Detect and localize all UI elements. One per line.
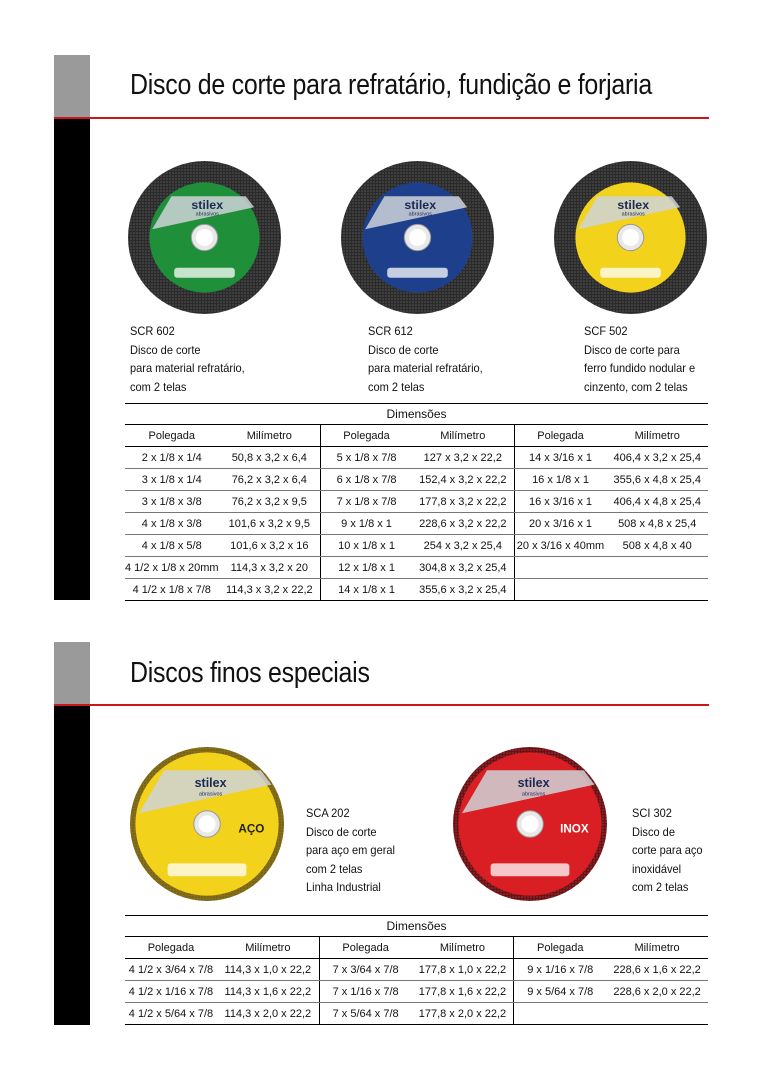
table-cell: 177,8 x 1,0 x 22,2 (412, 959, 514, 981)
table-row (125, 959, 708, 981)
product-desc-line: Disco de corte (130, 342, 201, 357)
column-header: Milímetro (606, 425, 708, 447)
table-cell: 4 1/2 x 1/8 x 20mm (125, 557, 219, 579)
table-cell: 7 x 1/16 x 7/8 (319, 981, 411, 1003)
table-cell: 228,6 x 2,0 x 22,2 (606, 981, 708, 1003)
disc-image-scf502 (553, 160, 708, 315)
column-header: Polegada (514, 425, 606, 447)
table-cell: 406,4 x 3,2 x 25,4 (606, 447, 708, 469)
disc-image-scr602 (127, 160, 282, 315)
column-header: Polegada (319, 937, 411, 959)
column-header: Polegada (125, 425, 219, 447)
disc-image-sci302 (452, 746, 608, 902)
table-cell: 76,2 x 3,2 x 6,4 (219, 469, 321, 491)
product-code: SCA 202 (306, 806, 350, 820)
svg-text:stilex: stilex (194, 775, 227, 790)
table-cell: 50,8 x 3,2 x 6,4 (219, 447, 321, 469)
section1-divider (54, 117, 709, 119)
svg-text:AÇO: AÇO (238, 822, 265, 836)
table-cell: 4 1/2 x 3/64 x 7/8 (125, 959, 217, 981)
svg-text:stilex: stilex (191, 197, 224, 212)
svg-text:abrasivos: abrasivos (408, 211, 432, 218)
table-cell (606, 1003, 708, 1025)
svg-text:abrasivos: abrasivos (621, 211, 645, 218)
product-desc-line: corte para aço (632, 843, 703, 857)
product-code: SCI 302 (632, 806, 672, 820)
dimensions-table-section1 (125, 403, 708, 601)
table-cell: 177,8 x 3,2 x 22,2 (412, 491, 514, 513)
table-row (125, 1003, 708, 1025)
table-cell: 254 x 3,2 x 25,4 (412, 535, 514, 557)
table-cell: 508 x 4,8 x 25,4 (606, 513, 708, 535)
table-cell: 76,2 x 3,2 x 9,5 (219, 491, 321, 513)
table-cell: 508 x 4,8 x 40 (606, 535, 708, 557)
section2-title: Discos finos especiais (130, 657, 370, 689)
product-desc-line: Disco de corte (306, 824, 377, 839)
table-row (125, 513, 708, 535)
table-cell: 406,4 x 4,8 x 25,4 (606, 491, 708, 513)
table-cell: 114,3 x 3,2 x 20 (219, 557, 321, 579)
section2-sidebar-gray (54, 642, 90, 705)
product-desc-line: com 2 telas (306, 861, 363, 876)
column-header: Milímetro (217, 937, 319, 959)
product-desc-line: para material refratário, (368, 361, 483, 375)
product-desc-line: cinzento, com 2 telas (584, 379, 688, 394)
column-header: Milímetro (412, 425, 514, 447)
product-desc-line: para material refratário, (130, 361, 245, 375)
product-desc-line: para aço em geral (306, 843, 395, 857)
table-cell: 20 x 3/16 x 40mm (514, 535, 606, 557)
table-cell: 355,6 x 4,8 x 25,4 (606, 469, 708, 491)
table-caption: Dimensões (125, 916, 708, 937)
table-cell: 12 x 1/8 x 1 (321, 557, 412, 579)
svg-text:stilex: stilex (617, 197, 650, 212)
svg-text:stilex: stilex (404, 197, 437, 212)
table-cell: 127 x 3,2 x 22,2 (412, 447, 514, 469)
table-cell: 4 x 1/8 x 3/8 (125, 513, 219, 535)
table-cell: 7 x 5/64 x 7/8 (319, 1003, 411, 1025)
table-cell: 177,8 x 2,0 x 22,2 (412, 1003, 514, 1025)
table-cell: 4 x 1/8 x 5/8 (125, 535, 219, 557)
table-cell: 228,6 x 3,2 x 22,2 (412, 513, 514, 535)
product-scr612 (368, 322, 483, 396)
svg-text:abrasivos: abrasivos (198, 791, 223, 798)
table-cell: 7 x 1/8 x 7/8 (321, 491, 412, 513)
table-cell: 114,3 x 1,0 x 22,2 (217, 959, 319, 981)
table-cell: 3 x 1/8 x 1/4 (125, 469, 219, 491)
column-header: Polegada (514, 937, 606, 959)
product-desc-line: com 2 telas (368, 379, 425, 394)
table-row (125, 579, 708, 601)
product-desc-line: Linha Industrial (306, 880, 381, 894)
disc-image-sca202 (129, 746, 285, 902)
table-cell: 20 x 3/16 x 1 (514, 513, 606, 535)
product-sci302 (632, 804, 703, 897)
product-desc-line: com 2 telas (130, 379, 187, 394)
product-desc-line: inoxidável (632, 861, 682, 876)
table-cell (606, 557, 708, 579)
table-cell: 14 x 3/16 x 1 (514, 447, 606, 469)
table-cell: 114,3 x 1,6 x 22,2 (217, 981, 319, 1003)
section2-sidebar-black (54, 705, 90, 1025)
table-cell: 152,4 x 3,2 x 22,2 (412, 469, 514, 491)
column-header: Polegada (125, 937, 217, 959)
product-desc-line: ferro fundido nodular e (584, 361, 696, 375)
table-cell: 177,8 x 1,6 x 22,2 (412, 981, 514, 1003)
product-scr602 (130, 322, 245, 396)
table-cell: 16 x 3/16 x 1 (514, 491, 606, 513)
table-cell: 4 1/2 x 1/16 x 7/8 (125, 981, 217, 1003)
table-cell (514, 557, 606, 579)
table-cell: 10 x 1/8 x 1 (321, 535, 412, 557)
table-cell: 7 x 3/64 x 7/8 (319, 959, 411, 981)
table-cell: 9 x 1/16 x 7/8 (514, 959, 606, 981)
table-cell (514, 579, 606, 601)
table-cell (606, 579, 708, 601)
table-cell (514, 1003, 606, 1025)
disc-image-scr612 (340, 160, 495, 315)
column-header: Milímetro (606, 937, 708, 959)
table-cell: 304,8 x 3,2 x 25,4 (412, 557, 514, 579)
table-cell: 101,6 x 3,2 x 16 (219, 535, 321, 557)
product-desc-line: Disco de (632, 824, 675, 839)
table-cell: 114,3 x 2,0 x 22,2 (217, 1003, 319, 1025)
dimensions-table-section2 (125, 915, 708, 1025)
section1-sidebar-gray (54, 55, 90, 118)
product-desc-line: Disco de corte (368, 342, 439, 357)
svg-text:stilex: stilex (517, 775, 550, 790)
table-cell: 5 x 1/8 x 7/8 (321, 447, 412, 469)
svg-text:abrasivos: abrasivos (195, 211, 219, 218)
section1-title: Disco de corte para refratário, fundição e forjaria (130, 69, 652, 101)
product-scf502 (584, 322, 695, 396)
svg-text:abrasivos: abrasivos (521, 791, 546, 798)
table-cell: 101,6 x 3,2 x 9,5 (219, 513, 321, 535)
table-row (125, 491, 708, 513)
table-row (125, 447, 708, 469)
product-code: SCR 612 (368, 324, 413, 338)
product-code: SCR 602 (130, 324, 175, 338)
product-desc-line: Disco de corte para (584, 342, 680, 357)
table-row (125, 535, 708, 557)
column-header: Milímetro (219, 425, 321, 447)
table-row (125, 469, 708, 491)
table-cell: 4 1/2 x 5/64 x 7/8 (125, 1003, 217, 1025)
table-cell: 6 x 1/8 x 7/8 (321, 469, 412, 491)
product-code: SCF 502 (584, 324, 628, 338)
table-cell: 3 x 1/8 x 3/8 (125, 491, 219, 513)
table-cell: 228,6 x 1,6 x 22,2 (606, 959, 708, 981)
table-row (125, 557, 708, 579)
table-cell: 14 x 1/8 x 1 (321, 579, 412, 601)
table-cell: 355,6 x 3,2 x 25,4 (412, 579, 514, 601)
table-cell: 2 x 1/8 x 1/4 (125, 447, 219, 469)
table-cell: 9 x 5/64 x 7/8 (514, 981, 606, 1003)
svg-text:INOX: INOX (560, 822, 589, 836)
section2-divider (54, 704, 709, 706)
table-cell: 4 1/2 x 1/8 x 7/8 (125, 579, 219, 601)
table-row (125, 981, 708, 1003)
table-cell: 16 x 1/8 x 1 (514, 469, 606, 491)
product-desc-line: com 2 telas (632, 880, 689, 894)
table-caption: Dimensões (125, 404, 708, 425)
product-sca202 (306, 804, 395, 897)
section1-sidebar-black (54, 118, 90, 600)
table-cell: 9 x 1/8 x 1 (321, 513, 412, 535)
column-header: Polegada (321, 425, 412, 447)
table-cell: 114,3 x 3,2 x 22,2 (219, 579, 321, 601)
column-header: Milímetro (412, 937, 514, 959)
